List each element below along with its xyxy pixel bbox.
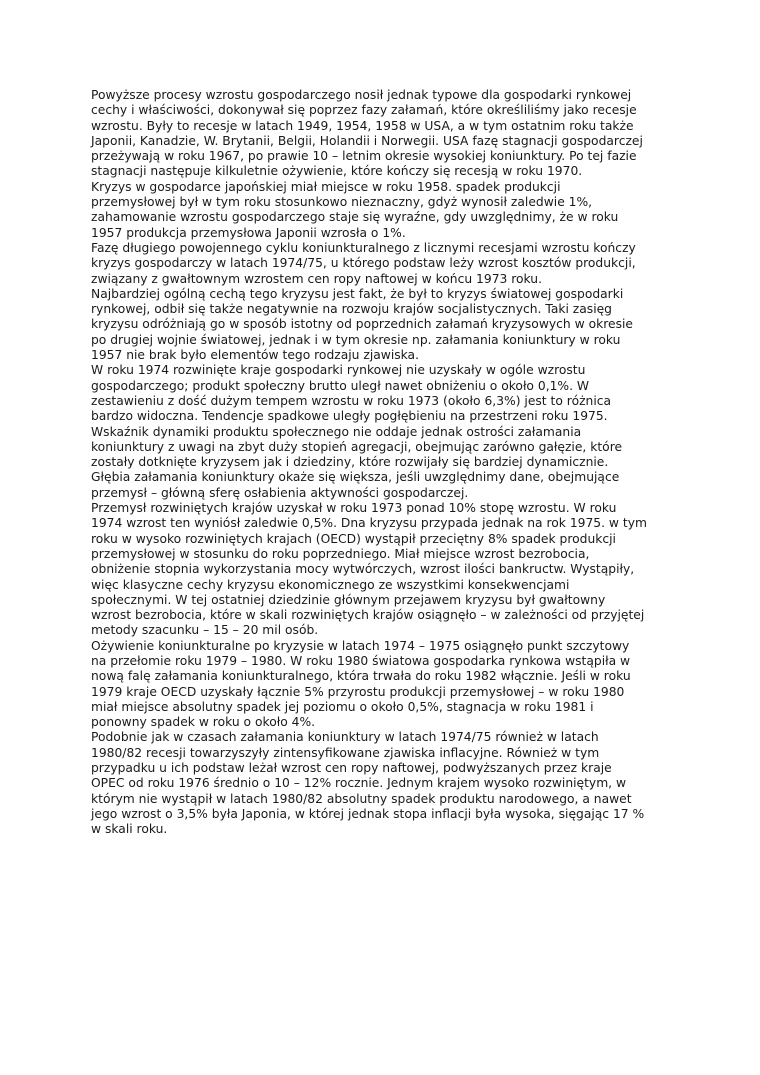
document-page [91, 88, 676, 838]
text-line: wzrostu. Były to recesje w latach 1949, 1954, 1958 w USA, a w tym ostatnim roku także [91, 118, 634, 133]
text-line: 1957 nie brak było elementów tego rodzaju zjawiska. [91, 348, 420, 363]
text-line: Kryzys w gospodarce japońskiej miał miejsce w roku 1958. spadek produkcji [91, 179, 561, 194]
text-line: jego wzrost o 3,5% była Japonia, w której jednak stopa inflacji była wysoka, sięgając 17 % [91, 806, 645, 821]
text-line: Fazę długiego powojennego cyklu koniunkturalnego z licznymi recesjami wzrostu kończy [91, 240, 636, 255]
text-line: przemysłowej był w tym roku stosunkowo nieznaczny, gdyż wynosił zaledwie 1%, [91, 195, 593, 210]
text-line: przeżywają w roku 1967, po prawie 10 – letnim okresie wysokiej koniunktury. Po tej fazie [91, 149, 637, 164]
text-line: związany z gwałtownym wzrostem cen ropy naftowej w końcu 1973 roku. [91, 271, 543, 286]
text-line: społecznymi. W tej ostatniej dziedzinie głównym przejawem kryzysu był gwałtowny [91, 592, 606, 607]
text-line: bardzo widoczna. Tendencje spadkowe uległy pogłębieniu na przestrzeni roku 1975. [91, 409, 608, 424]
text-line: więc klasyczne cechy kryzysu ekonomicznego ze wszystkimi konsekwencjami [91, 577, 570, 592]
text-line: Podobnie jak w czasach załamania koniunktury w latach 1974/75 również w latach [91, 730, 599, 745]
text-line: którym nie wystąpił w latach 1980/82 absolutny spadek produktu narodowego, a nawet [91, 791, 632, 806]
text-line: na przełomie roku 1979 – 1980. W roku 1980 światowa gospodarka rynkowa wstąpiła w [91, 653, 631, 668]
text-line: Najbardziej ogólną cechą tego kryzysu jest fakt, że był to kryzys światowej gospodarki [91, 286, 624, 301]
text-line: Przemysł rozwiniętych krajów uzyskał w roku 1973 ponad 10% stopę wzrostu. W roku [91, 501, 617, 516]
text-line: zestawieniu z dość dużym tempem wzrostu w roku 1973 (około 6,3%) jest to różnica [91, 393, 612, 408]
text-line: Ożywienie koniunkturalne po kryzysie w latach 1974 – 1975 osiągnęło punkt szczytowy [91, 638, 630, 653]
text-line: W roku 1974 rozwinięte kraje gospodarki rynkowej nie uzyskały w ogóle wzrostu [91, 363, 586, 378]
text-line: cechy i właściwości, dokonywał się poprzez fazy załamań, które określiliśmy jako recesje [91, 103, 637, 118]
text-line: Wskaźnik dynamiki produktu społecznego nie oddaje jednak ostrości załamania [91, 424, 582, 439]
text-line: OPEC od roku 1976 średnio o 10 – 12% rocznie. Jednym krajem wysoko rozwiniętym, w [91, 776, 627, 791]
text-line: stagnacji następuje kilkuletnie ożywienie, które kończy się recesją w roku 1970. [91, 164, 583, 179]
text-line: Głębia załamania koniunktury okaże się większa, jeśli uwzględnimy dane, obejmujące [91, 470, 620, 485]
text-line: zahamowanie wzrostu gospodarczego staje się wyraźne, gdy uwzględnimy, że w roku [91, 210, 619, 225]
text-line: koniunktury z uwagi na zbyt duży stopień agregacji, obejmując zarówno gałęzie, które [91, 439, 623, 454]
text-line: 1957 produkcja przemysłowa Japonii wzrosła o 1%. [91, 225, 406, 240]
text-line: obniżenie stopnia wykorzystania mocy wytwórczych, wzrost ilości bankructw. Wystąpiły, [91, 562, 635, 577]
text-line: gospodarczego; produkt społeczny brutto uległ nawet obniżeniu o około 0,1%. W [91, 378, 590, 393]
text-line: Powyższe procesy wzrostu gospodarczego nosił jednak typowe dla gospodarki rynkowej [91, 88, 632, 102]
text-line: rynkowej, odbił się także negatywnie na rozwoju krajów socjalistycznych. Taki zasięg [91, 302, 612, 317]
text-line: zostały dotknięte kryzysem jak i dziedziny, które rozwijały się bardziej dynamicznie. [91, 455, 609, 470]
text-line: metody szacunku – 15 – 20 mil osób. [91, 623, 319, 638]
text-line: 1980/82 recesji towarzyszyły zintensyfikowane zjawiska inflacyjne. Również w tym [91, 745, 600, 760]
text-line: w skali roku. [91, 822, 168, 837]
text-line: kryzysu odróżniają go w sposób istotny od poprzednich załamań kryzysowych w okresie [91, 317, 633, 332]
text-line: 1979 kraje OECD uzyskały łącznie 5% przyrostu produkcji przemysłowej – w roku 1980 [91, 684, 625, 699]
text-line: przemysł – główną sferę osłabienia aktywności gospodarczej. [91, 485, 469, 500]
text-line: przemysłowej w stosunku do roku poprzedniego. Miał miejsce wzrost bezrobocia, [91, 546, 590, 561]
text-line: wzrost bezrobocia, które w skali rozwiniętych krajów osiągnęło – w zależności od przyjętej [91, 608, 645, 623]
text-line: przypadku u ich podstaw leżał wzrost cen ropy naftowej, podwyższanych przez kraje [91, 761, 612, 776]
text-line: roku w wysoko rozwiniętych krajach (OECD) wystąpił przeciętny 8% spadek produkcji [91, 531, 616, 546]
text-line: miał miejsce absolutny spadek jej poziomu o około 0,5%, stagnacja w roku 1981 i [91, 699, 594, 714]
text-line: Japonii, Kanadzie, W. Brytanii, Belgii, Holandii i Norwegii. USA fazę stagnacji gospodarczej [91, 133, 643, 148]
text-line: po drugiej wojnie światowej, jednak i w tym okresie np. załamania koniunktury w roku [91, 332, 621, 347]
text-line: kryzys gospodarczy w latach 1974/75, u którego podstaw leży wzrost kosztów produkcji, [91, 256, 636, 271]
text-line: 1974 wzrost ten wyniósł zaledwie 0,5%. Dna kryzysu przypada jednak na rok 1975. w tym [91, 516, 647, 531]
text-line: nową falę załamania koniunkturalnego, która trwała do roku 1982 włącznie. Jeśli w roku [91, 669, 631, 684]
text-line: ponowny spadek w roku o około 4%. [91, 715, 316, 730]
